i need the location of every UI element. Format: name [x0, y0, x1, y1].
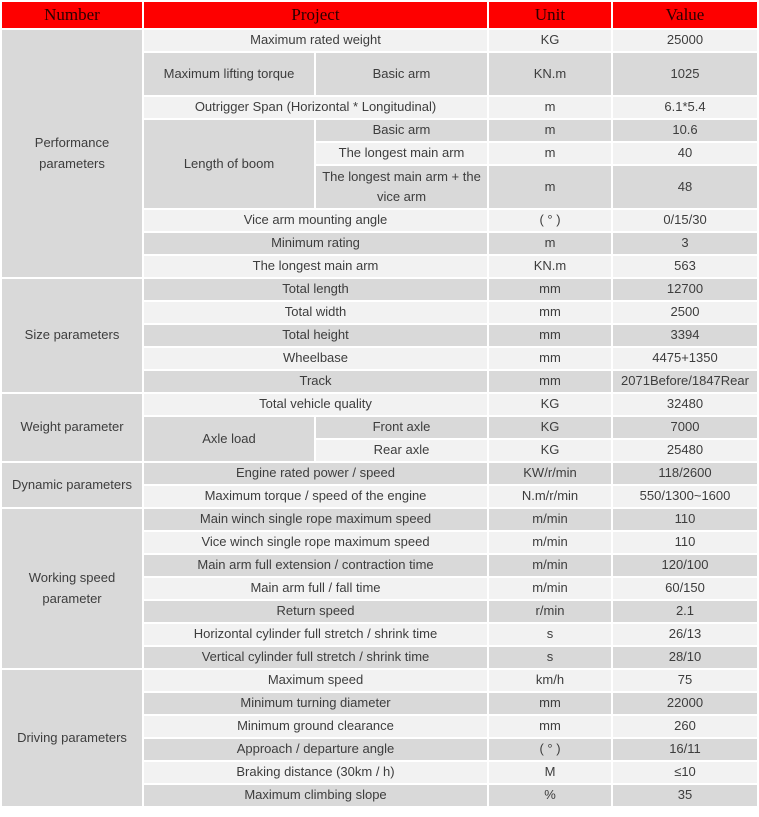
project-cell: The longest main arm	[144, 256, 487, 277]
unit-cell: s	[489, 647, 611, 668]
value-cell: 118/2600	[613, 463, 757, 484]
value-cell: 550/1300~1600	[613, 486, 757, 507]
project-sub-cell: The longest main arm + the vice arm	[316, 166, 487, 208]
table-body	[2, 30, 757, 806]
project-cell: Total width	[144, 302, 487, 323]
unit-cell: m	[489, 166, 611, 208]
unit-cell: mm	[489, 371, 611, 392]
value-cell: 3	[613, 233, 757, 254]
section-label-cell: Working speed parameter	[2, 509, 142, 668]
project-cell: Minimum ground clearance	[144, 716, 487, 737]
project-cell: Wheelbase	[144, 348, 487, 369]
value-cell: 26/13	[613, 624, 757, 645]
value-cell: 16/11	[613, 739, 757, 760]
table-row	[2, 394, 757, 415]
project-cell: Main arm full / fall time	[144, 578, 487, 599]
value-cell: 48	[613, 166, 757, 208]
project-sub-cell: The longest main arm	[316, 143, 487, 164]
unit-cell: M	[489, 762, 611, 783]
section-label-cell: Weight parameter	[2, 394, 142, 461]
section-label-cell: Size parameters	[2, 279, 142, 392]
value-cell: 25480	[613, 440, 757, 461]
value-cell: 2500	[613, 302, 757, 323]
unit-cell: m/min	[489, 578, 611, 599]
unit-cell: %	[489, 785, 611, 806]
project-cell: Maximum torque / speed of the engine	[144, 486, 487, 507]
value-cell: 22000	[613, 693, 757, 714]
value-cell: 60/150	[613, 578, 757, 599]
project-cell: Braking distance (30km / h)	[144, 762, 487, 783]
project-cell: Vertical cylinder full stretch / shrink time	[144, 647, 487, 668]
project-cell: Return speed	[144, 601, 487, 622]
value-cell: 7000	[613, 417, 757, 438]
unit-cell: m	[489, 143, 611, 164]
value-cell: 6.1*5.4	[613, 97, 757, 118]
value-cell: 28/10	[613, 647, 757, 668]
unit-cell: mm	[489, 348, 611, 369]
unit-cell: m/min	[489, 532, 611, 553]
project-cell: Main winch single rope maximum speed	[144, 509, 487, 530]
value-cell: 75	[613, 670, 757, 691]
table-row	[2, 509, 757, 530]
unit-cell: KW/r/min	[489, 463, 611, 484]
value-cell: 2071Before/1847Rear	[613, 371, 757, 392]
project-cell: Minimum turning diameter	[144, 693, 487, 714]
header-row	[2, 2, 757, 28]
value-cell: 40	[613, 143, 757, 164]
project-cell: Main arm full extension / contraction time	[144, 555, 487, 576]
table-row	[2, 30, 757, 51]
unit-cell: km/h	[489, 670, 611, 691]
value-cell: 2.1	[613, 601, 757, 622]
project-cell: Vice arm mounting angle	[144, 210, 487, 231]
header-cell-project: Project	[144, 2, 487, 28]
unit-cell: KG	[489, 30, 611, 51]
unit-cell: mm	[489, 302, 611, 323]
unit-cell: KN.m	[489, 53, 611, 95]
value-cell: 0/15/30	[613, 210, 757, 231]
project-cell: Minimum rating	[144, 233, 487, 254]
project-cell: Total length	[144, 279, 487, 300]
unit-cell: mm	[489, 716, 611, 737]
unit-cell: m	[489, 233, 611, 254]
unit-cell: m	[489, 97, 611, 118]
header-cell-number: Number	[2, 2, 142, 28]
project-group-cell: Length of boom	[144, 120, 314, 208]
section-label-cell: Dynamic parameters	[2, 463, 142, 507]
value-cell: ≤10	[613, 762, 757, 783]
project-cell: Vice winch single rope maximum speed	[144, 532, 487, 553]
unit-cell: ( ° )	[489, 739, 611, 760]
project-group-cell: Maximum lifting torque	[144, 53, 314, 95]
project-sub-cell: Basic arm	[316, 120, 487, 141]
value-cell: 1025	[613, 53, 757, 95]
unit-cell: m/min	[489, 555, 611, 576]
table-row	[2, 670, 757, 691]
project-cell: Outrigger Span (Horizontal * Longitudinal)	[144, 97, 487, 118]
project-cell: Total height	[144, 325, 487, 346]
value-cell: 110	[613, 509, 757, 530]
section-label-cell: Performance parameters	[2, 30, 142, 277]
value-cell: 12700	[613, 279, 757, 300]
table-row	[2, 279, 757, 300]
unit-cell: ( ° )	[489, 210, 611, 231]
table-row	[2, 463, 757, 484]
unit-cell: mm	[489, 693, 611, 714]
project-cell: Maximum rated weight	[144, 30, 487, 51]
header-cell-unit: Unit	[489, 2, 611, 28]
project-cell: Maximum speed	[144, 670, 487, 691]
project-sub-cell: Basic arm	[316, 53, 487, 95]
project-cell: Approach / departure angle	[144, 739, 487, 760]
value-cell: 120/100	[613, 555, 757, 576]
section-label-cell: Driving parameters	[2, 670, 142, 806]
project-group-cell: Axle load	[144, 417, 314, 461]
unit-cell: KG	[489, 440, 611, 461]
header-cell-value: Value	[613, 2, 757, 28]
unit-cell: m	[489, 120, 611, 141]
value-cell: 110	[613, 532, 757, 553]
value-cell: 32480	[613, 394, 757, 415]
value-cell: 260	[613, 716, 757, 737]
value-cell: 563	[613, 256, 757, 277]
project-cell: Track	[144, 371, 487, 392]
unit-cell: mm	[489, 279, 611, 300]
unit-cell: N.m/r/min	[489, 486, 611, 507]
project-cell: Maximum climbing slope	[144, 785, 487, 806]
value-cell: 3394	[613, 325, 757, 346]
unit-cell: m/min	[489, 509, 611, 530]
project-cell: Engine rated power / speed	[144, 463, 487, 484]
value-cell: 35	[613, 785, 757, 806]
value-cell: 4475+1350	[613, 348, 757, 369]
project-cell: Horizontal cylinder full stretch / shrink time	[144, 624, 487, 645]
project-cell: Total vehicle quality	[144, 394, 487, 415]
value-cell: 25000	[613, 30, 757, 51]
unit-cell: r/min	[489, 601, 611, 622]
unit-cell: mm	[489, 325, 611, 346]
project-sub-cell: Front axle	[316, 417, 487, 438]
unit-cell: KN.m	[489, 256, 611, 277]
project-sub-cell: Rear axle	[316, 440, 487, 461]
unit-cell: s	[489, 624, 611, 645]
unit-cell: KG	[489, 417, 611, 438]
value-cell: 10.6	[613, 120, 757, 141]
unit-cell: KG	[489, 394, 611, 415]
